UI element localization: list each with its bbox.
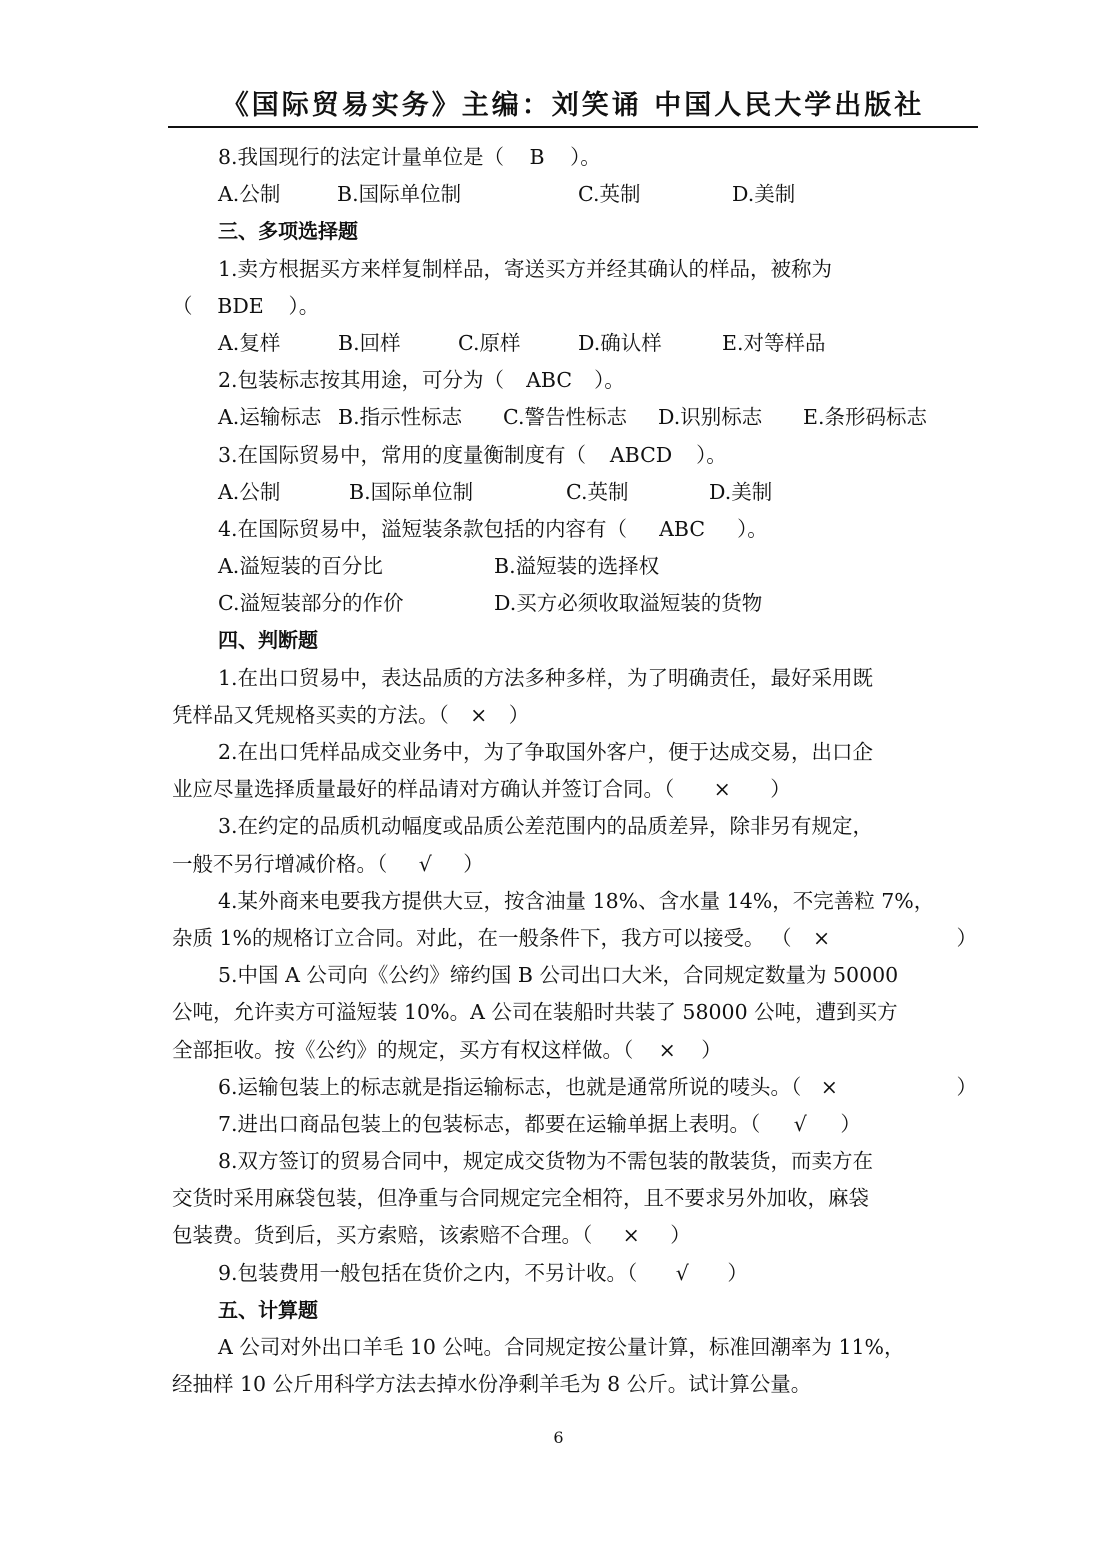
option: B.回样 <box>338 330 401 355</box>
answer: × <box>658 1037 676 1062</box>
option: C.英制 <box>578 182 641 207</box>
question-single-8: 8.我国现行的法定计量单位是（ B ）。 <box>172 139 977 176</box>
section-heading-multi: 三、多项选择题 <box>218 219 358 244</box>
judgement-item-7: 7.进出口商品包装上的包装标志，都要在运输单据上表明。（ √ ） <box>172 1106 977 1143</box>
page-header <box>168 86 978 128</box>
answer: × <box>622 1223 640 1248</box>
page-number: 6 <box>553 1428 564 1447</box>
answer: B <box>529 145 545 169</box>
question-multi-1: 1.卖方根据买方来样复制样品，寄送买方并经其确认的样品，被称为 <box>218 256 833 281</box>
question-multi-1-answer-line: （ BDE ）。 <box>172 288 977 325</box>
answer: √ <box>675 1260 689 1285</box>
answer: × <box>812 925 831 950</box>
judgement-item-5: 5.中国 A 公司向《公约》缔约国 B 公司出口大米，合同规定数量为 50000 公吨，允许卖方可溢短装 10%。A 公司在装船时共装了 58000 公吨，遭到买方 全部拒收。按《公约》的规定，买方有权这样做。（ × ） <box>172 957 977 1069</box>
option: A.公制 <box>218 182 281 207</box>
section-heading-calculation: 五、计算题 <box>218 1297 318 1322</box>
answer: ABCD <box>609 442 673 467</box>
option: B.溢短装的选择权 <box>494 554 660 579</box>
judgement-item-6: 6.运输包装上的标志就是指运输标志，也就是通常所说的唛头。（ × ） <box>172 1069 977 1106</box>
option: D.美制 <box>732 182 796 207</box>
judgement-item-4: 4.某外商来电要我方提供大豆，按含油量 18%、含水量 14%，不完善粒 7%， 杂质 1%的规格订立合同。对此，在一般条件下，我方可以接受。 （ × ） <box>172 883 977 957</box>
answer: ABC <box>526 368 573 393</box>
judgement-item-1: 1.在出口贸易中，表达品质的方法多种多样，为了明确责任，最好采用既 凭样品又凭规格买卖的方法。（ × ） <box>172 660 977 734</box>
question-multi-4: 4.在国际贸易中，溢短装条款包括的内容有（ ABC ）。 <box>172 511 977 548</box>
judgement-item-8: 8.双方签订的贸易合同中，规定成交货物为不需包装的散装货，而卖方在 交货时采用麻袋包装，但净重与合同规定完全相符，且不要求另外加收，麻袋 包装费。货到后，买方索赔，该索赔不合理。（ × ） <box>172 1143 977 1255</box>
options-multi-4-row-2 <box>172 585 977 622</box>
option: D.确认样 <box>578 330 662 355</box>
answer: ABC <box>659 516 706 541</box>
calculation-problem: A 公司对外出口羊毛 10 公吨。合同规定按公量计算，标准回潮率为 11%， 经抽样 10 公斤用科学方法去掉水份净剩羊毛为 8 公斤。试计算公量。 <box>172 1335 905 1397</box>
option: E.对等样品 <box>722 330 826 355</box>
option: B.指示性标志 <box>338 405 463 430</box>
answer: × <box>820 1074 838 1099</box>
answer: × <box>470 702 488 727</box>
judgement-item-9: 9.包装费用一般包括在货价之内，不另计收。（ √ ） <box>172 1255 977 1292</box>
option: B.国际单位制 <box>349 479 474 504</box>
option: A.公制 <box>218 479 281 504</box>
question-multi-2: 2.包装标志按其用途，可分为（ ABC ）。 <box>172 362 977 399</box>
option: D.买方必须收取溢短装的货物 <box>494 591 763 616</box>
option: C.英制 <box>566 479 629 504</box>
answer: √ <box>793 1111 807 1136</box>
judgement-item-2: 2.在出口凭样品成交业务中，为了争取国外客户，便于达成交易，出口企 业应尽量选择质量最好的样品请对方确认并签订合同。（ × ） <box>172 734 977 808</box>
option: C.原样 <box>458 330 521 355</box>
option: A.运输标志 <box>218 405 322 430</box>
option: C.溢短装部分的作价 <box>218 591 404 616</box>
options-multi-2 <box>172 399 977 436</box>
options-single-8 <box>172 176 977 213</box>
option: E.条形码标志 <box>803 405 927 430</box>
answer: × <box>713 777 731 802</box>
option: B.国际单位制 <box>337 182 462 207</box>
option: D.美制 <box>709 479 773 504</box>
answer: √ <box>418 851 432 876</box>
question-multi-3: 3.在国际贸易中，常用的度量衡制度有（ ABCD ）。 <box>172 437 977 474</box>
section-heading-judgement: 四、判断题 <box>218 628 318 653</box>
option: A.复样 <box>218 330 281 355</box>
option: D.识别标志 <box>658 405 763 430</box>
page-header-title: 《国际贸易实务》主编：刘笑诵 中国人民大学出版社 <box>221 90 925 121</box>
document-body <box>172 139 977 1403</box>
options-multi-3 <box>172 474 977 511</box>
option: A.溢短装的百分比 <box>218 554 383 579</box>
judgement-item-3: 3.在约定的品质机动幅度或品质公差范围内的品质差异，除非另有规定， 一般不另行增减价格。（ √ ） <box>172 808 977 882</box>
options-multi-1 <box>172 325 977 362</box>
answer: BDE <box>217 293 264 318</box>
options-multi-4-row-1 <box>172 548 977 585</box>
option: C.警告性标志 <box>503 405 627 430</box>
